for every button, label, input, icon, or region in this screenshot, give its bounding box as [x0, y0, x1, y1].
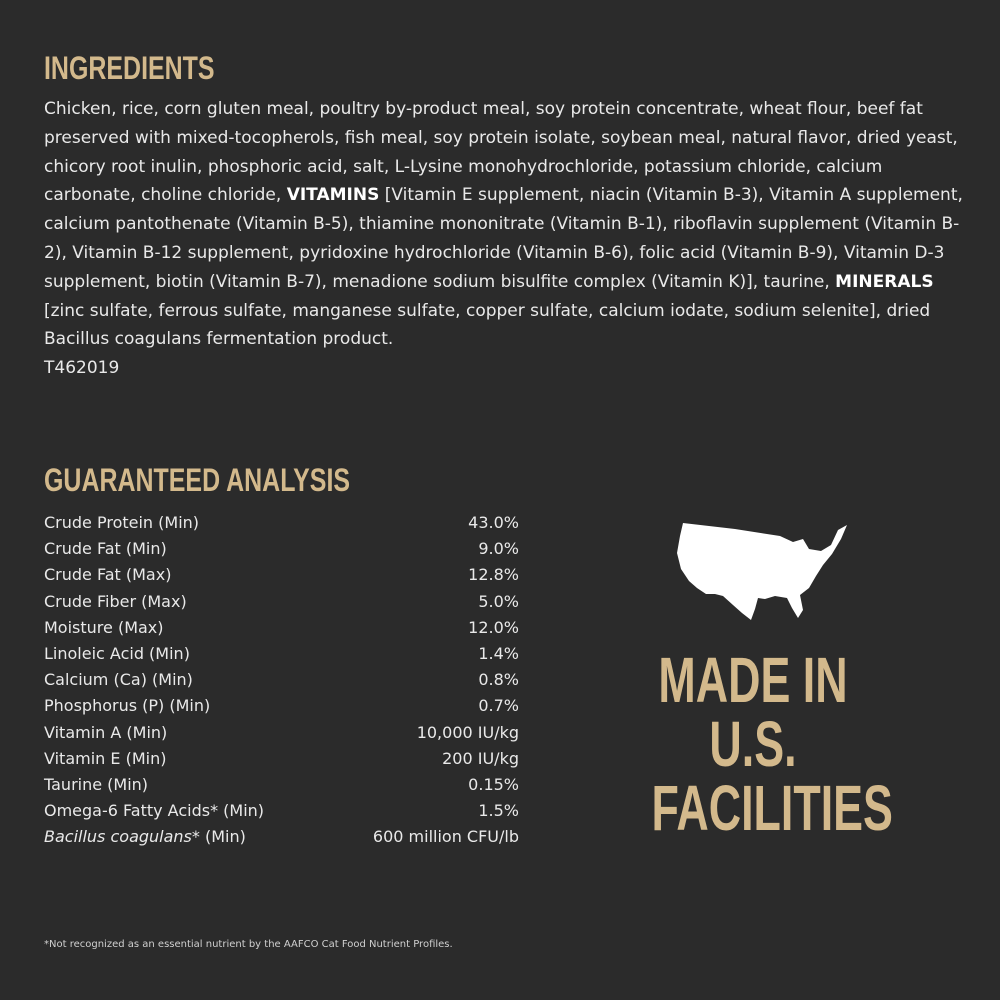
- minerals-label: MINERALS: [835, 271, 934, 292]
- analysis-row-label: Calcium (Ca) (Min): [44, 670, 193, 690]
- analysis-row-label: Moisture (Max): [44, 617, 164, 637]
- analysis-row-label: Vitamin E (Min): [44, 748, 167, 768]
- analysis-row-label: Crude Fiber (Max): [44, 591, 187, 611]
- analysis-row-value: 0.7%: [478, 696, 519, 716]
- made-in-line-3: FACILITIES: [651, 772, 893, 844]
- analysis-row-label: Linoleic Acid (Min): [44, 643, 190, 663]
- analysis-row: [44, 510, 519, 536]
- analysis-row: [44, 562, 519, 588]
- analysis-row: [44, 536, 519, 562]
- analysis-row: [44, 589, 519, 615]
- analysis-row-value: 600 million CFU/lb: [372, 827, 519, 847]
- analysis-row-value: 0.8%: [478, 670, 519, 690]
- guaranteed-analysis-table: [44, 510, 519, 850]
- bacillus-label-italic: Bacillus coagulans: [44, 827, 192, 847]
- ingredients-text-part-3: [zinc sulfate, ferrous sulfate, manganese sulfate, copper sulfate, calcium iodate, sodium selenite], dried Bacillus coagulans fermentation product.: [44, 300, 931, 350]
- guaranteed-analysis-heading: GUARANTEED ANALYSIS: [44, 462, 351, 498]
- analysis-row-label: [44, 824, 246, 850]
- ingredients-heading: INGREDIENTS: [44, 50, 215, 86]
- analysis-row: [44, 615, 519, 641]
- analysis-row-value: 43.0%: [468, 513, 519, 532]
- analysis-row-value: 9.0%: [478, 539, 519, 559]
- footnote: *Not recognized as an essential nutrient by the AAFCO Cat Food Nutrient Profiles.: [44, 939, 453, 950]
- analysis-row: [44, 772, 519, 798]
- analysis-row-label: Crude Protein (Min): [44, 513, 200, 532]
- product-code: T462019: [44, 358, 120, 379]
- analysis-row: [44, 798, 519, 824]
- bacillus-label-rest: * (Min): [191, 827, 246, 847]
- analysis-row-value: 12.0%: [468, 617, 519, 637]
- analysis-row-label: Phosphorus (P) (Min): [44, 696, 211, 716]
- made-in-us-badge: [608, 644, 898, 844]
- analysis-row: [44, 746, 519, 772]
- usa-map-icon: [675, 522, 850, 622]
- analysis-row-label: Omega-6 Fatty Acids* (Min): [44, 801, 265, 821]
- analysis-row-value: 12.8%: [468, 565, 519, 585]
- analysis-row-label: Crude Fat (Min): [44, 539, 167, 559]
- vitamins-label: VITAMINS: [286, 185, 380, 206]
- analysis-row: [44, 667, 519, 693]
- analysis-row: [44, 720, 519, 746]
- analysis-row-value: 200 IU/kg: [442, 748, 519, 768]
- ingredients-text-part-1: Chicken, rice, corn gluten meal, poultry by-product meal, soy protein concentrate, wheat flour, beef fat preserved with mixed-tocopherols, fish meal, soy protein isolate, soybean meal, natural flavor, dried yeast, chicory root inulin, phosphoric acid, salt, L-Lysine monohydrochloride, potassium chloride, calcium carbonate, choline chloride,: [44, 99, 958, 206]
- made-in-line-1: MADE IN: [658, 644, 848, 716]
- analysis-row: [44, 693, 519, 719]
- analysis-row-label: Taurine (Min): [44, 774, 149, 794]
- ingredients-text: [44, 95, 964, 383]
- analysis-row: [44, 824, 519, 850]
- made-in-line-2: U.S.: [709, 708, 797, 780]
- ingredients-text-part-2: [Vitamin E supplement, niacin (Vitamin B-3), Vitamin A supplement, calcium pantothenate (Vitamin B-5), thiamine mononitrate (Vitamin B-1), riboflavin supplement (Vitamin B-2), Vitamin B-12 supplement, pyridoxine hydrochloride (Vitamin B-6), folic acid (Vitamin B-9), Vitamin D-3 supplement, biotin (Vitamin B-7), menadione sodium bisulfite complex (Vitamin K)], taurine,: [44, 185, 963, 292]
- analysis-row-value: 1.4%: [478, 643, 519, 663]
- analysis-row-value: 5.0%: [478, 591, 519, 611]
- analysis-row-label: Vitamin A (Min): [44, 722, 168, 742]
- analysis-row-value: 10,000 IU/kg: [416, 722, 519, 742]
- analysis-row-value: 1.5%: [478, 801, 519, 821]
- analysis-row-label: Crude Fat (Max): [44, 565, 172, 585]
- analysis-row: [44, 641, 519, 667]
- analysis-row-value: 0.15%: [468, 774, 519, 794]
